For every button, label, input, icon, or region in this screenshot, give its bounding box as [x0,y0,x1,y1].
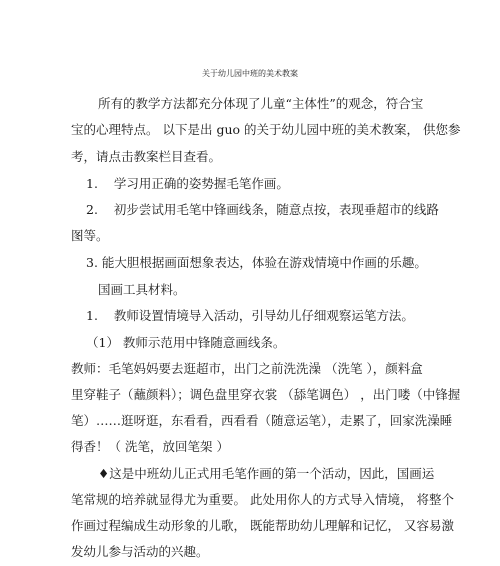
paragraph-line: ♦这是中班幼儿正式用毛笔作画的第一个活动，因此，国画运 [98,466,435,481]
document-title: 关于幼儿园中班的美术教案 [202,69,298,78]
paragraph-line: 图等。 [71,228,109,243]
paragraph-line: 所有的教学方法都充分体现了儿童“主体性”的观念，符合宝 [98,96,424,111]
paragraph-line: 宝的心理特点。 以下是出 guo 的关于幼儿园中班的美术教案， 供您参 [71,122,461,137]
list-item-goal-2: 2. 初步尝试用毛笔中锋画线条，随意点按，表现垂超市的线路 [86,202,439,217]
paragraph-line: 考，请点击教案栏目查看。 [71,149,222,164]
list-item-step-1: 1. 教师设置情境导入活动，引导幼儿仔细观察运笔方法。 [86,308,414,323]
list-item-goal-3: 3. 能大胆根据画面想象表达，体验在游戏情境中作画的乐趣。 [86,255,427,270]
paragraph-line: 里穿鞋子（蘸颜料）；调色盘里穿衣裳 （舔笔调色） ，出门喽（中锋握 [71,387,461,402]
paragraph-line: 教师：毛笔妈妈要去逛超市，出门之前洗洗澡 （洗笔 ），颜料盒 [71,361,423,376]
paragraph-line: 笔常规的培养就显得尤为重要。 此处用你人的方式导入情境， 将整个 [71,492,454,507]
paragraph-line: 笔）……逛呀逛，东看看，西看看（随意运笔），走累了，回家洗澡睡 [71,413,453,428]
paragraph-line: 作画过程编成生动形象的儿歌， 既能帮助幼儿理解和记忆， 又容易激 [71,518,454,533]
paragraph-line: 发幼儿参与活动的兴趣。 [71,544,209,559]
list-item-goal-1: 1. 学习用正确的姿势握毛笔作画。 [86,176,289,191]
paragraph-line: 得香！（ 洗笔，放回笔架 ） [71,439,229,454]
sub-step-1: （1） 教师示范用中锋随意画线条。 [86,335,286,350]
materials-line: 国画工具材料。 [98,282,186,297]
